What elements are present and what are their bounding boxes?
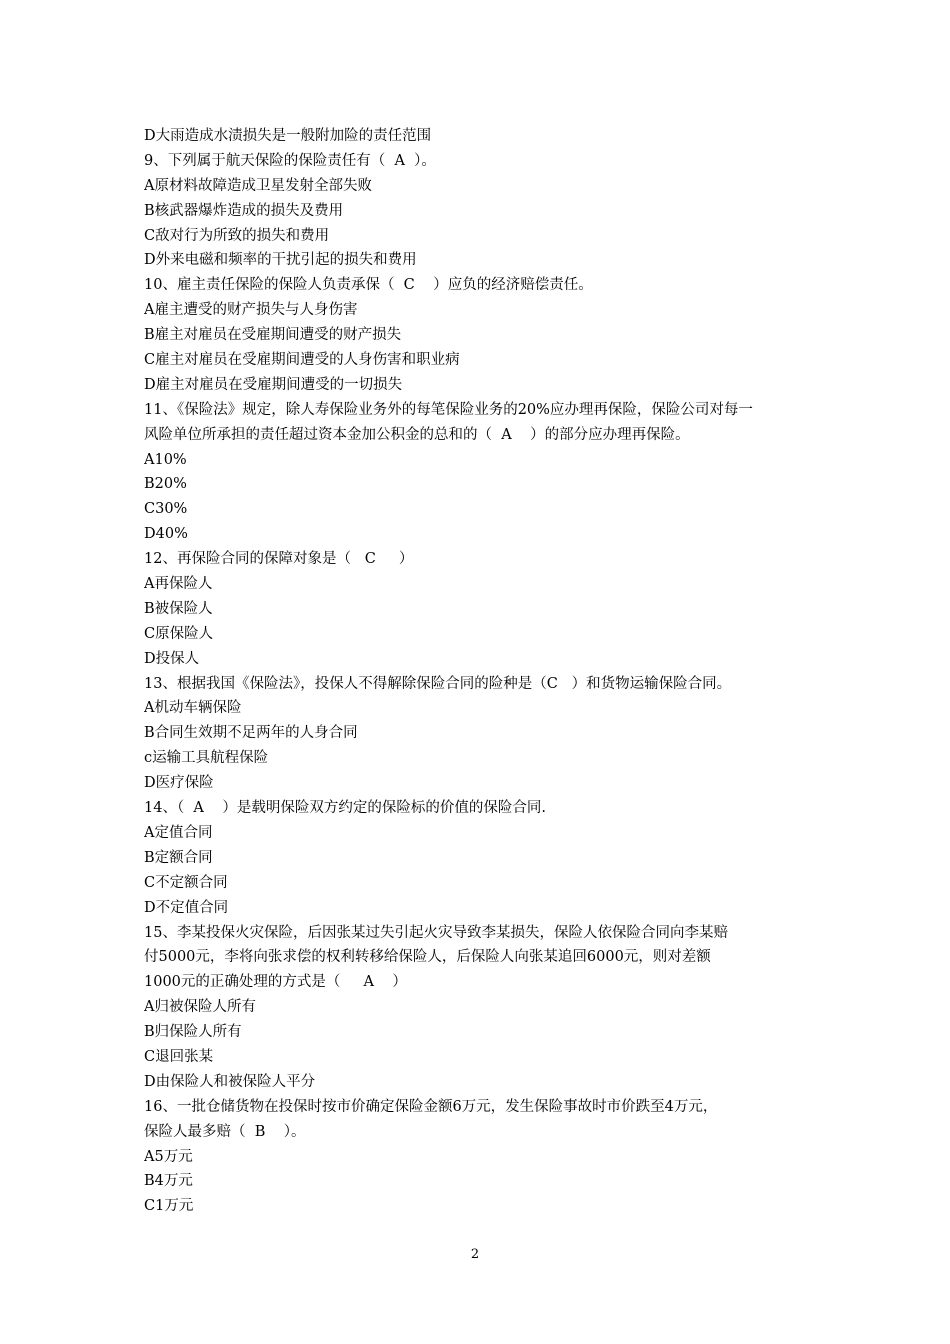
option-line: B定额合同 — [144, 849, 213, 866]
option-line: D医疗保险 — [144, 775, 214, 792]
option-line: D由保险人和被保险人平分 — [144, 1073, 316, 1090]
option-line: B20% — [144, 476, 187, 493]
option-line: A原材料故障造成卫星发射全部失败 — [144, 177, 372, 194]
option-line: A5万元 — [144, 1148, 193, 1165]
option-line: D投保人 — [144, 650, 200, 667]
option-line: B4万元 — [144, 1173, 193, 1190]
option-line: D40% — [144, 526, 188, 543]
question-15: 15、李某投保火灾保险，后因张某过失引起火灾导致李某损失，保险人依保险合同向李某赔 — [144, 924, 728, 941]
option-line: B核武器爆炸造成的损失及费用 — [144, 202, 344, 219]
question-15-cont: 1000元的正确处理的方式是（ A ） — [144, 974, 407, 991]
option-line: A归被保险人所有 — [144, 999, 256, 1016]
option-line: C雇主对雇员在受雇期间遭受的人身伤害和职业病 — [144, 352, 460, 369]
option-line: C原保险人 — [144, 625, 214, 642]
option-line: C1万元 — [144, 1198, 194, 1215]
option-line: A再保险人 — [144, 576, 213, 593]
question-13: 13、根据我国《保险法》，投保人不得解除保险合同的险种是（C ）和货物运输保险合同。 — [144, 675, 732, 692]
question-9: 9、下列属于航天保险的保险责任有（ A ）。 — [144, 152, 436, 169]
option-line: B合同生效期不足两年的人身合同 — [144, 725, 358, 742]
question-16-cont: 保险人最多赔（ B ）。 — [144, 1123, 306, 1140]
option-line: B雇主对雇员在受雇期间遭受的财产损失 — [144, 327, 402, 344]
question-11-cont: 风险单位所承担的责任超过资本金加公积金的总和的（ A ）的部分应办理再保险。 — [144, 426, 690, 443]
option-line: B归保险人所有 — [144, 1024, 242, 1041]
option-line: C不定额合同 — [144, 874, 228, 891]
question-16: 16、一批仓储货物在投保时按市价确定保险金额6万元，发生保险事故时市价跌至4万元， — [144, 1098, 718, 1115]
option-line: C敌对行为所致的损失和费用 — [144, 227, 330, 244]
option-line: C30% — [144, 501, 188, 518]
page-body — [144, 124, 810, 1219]
option-line: A10% — [144, 451, 187, 468]
option-line: C退回张某 — [144, 1048, 214, 1065]
page-number: 2 — [470, 1247, 480, 1262]
question-11: 11、《保险法》规定，除人寿保险业务外的每笔保险业务的20%应办理再保险，保险公司对每一 — [144, 401, 753, 418]
option-line: D不定值合同 — [144, 899, 229, 916]
text-line: D大雨造成水渍损失是一般附加险的责任范围 — [144, 128, 432, 144]
option-line: A机动车辆保险 — [144, 700, 242, 717]
option-line: A雇主遭受的财产损失与人身伤害 — [144, 302, 358, 319]
option-line: B被保险人 — [144, 600, 213, 617]
option-line: c运输工具航程保险 — [144, 750, 269, 767]
question-12: 12、再保险合同的保障对象是（ C ） — [144, 551, 414, 568]
question-10: 10、雇主责任保险的保险人负责承保（ C ）应负的经济赔偿责任。 — [144, 277, 593, 294]
question-14: 14、（ A ）是载明保险双方约定的保险标的价值的保险合同. — [144, 800, 546, 817]
option-line: A定值合同 — [144, 824, 213, 841]
question-15-cont: 付5000元，李将向张求偿的权利转移给保险人，后保险人向张某追回6000元，则对差额 — [144, 949, 711, 966]
option-line: D外来电磁和频率的干扰引起的损失和费用 — [144, 252, 417, 269]
option-line: D雇主对雇员在受雇期间遭受的一切损失 — [144, 376, 403, 393]
